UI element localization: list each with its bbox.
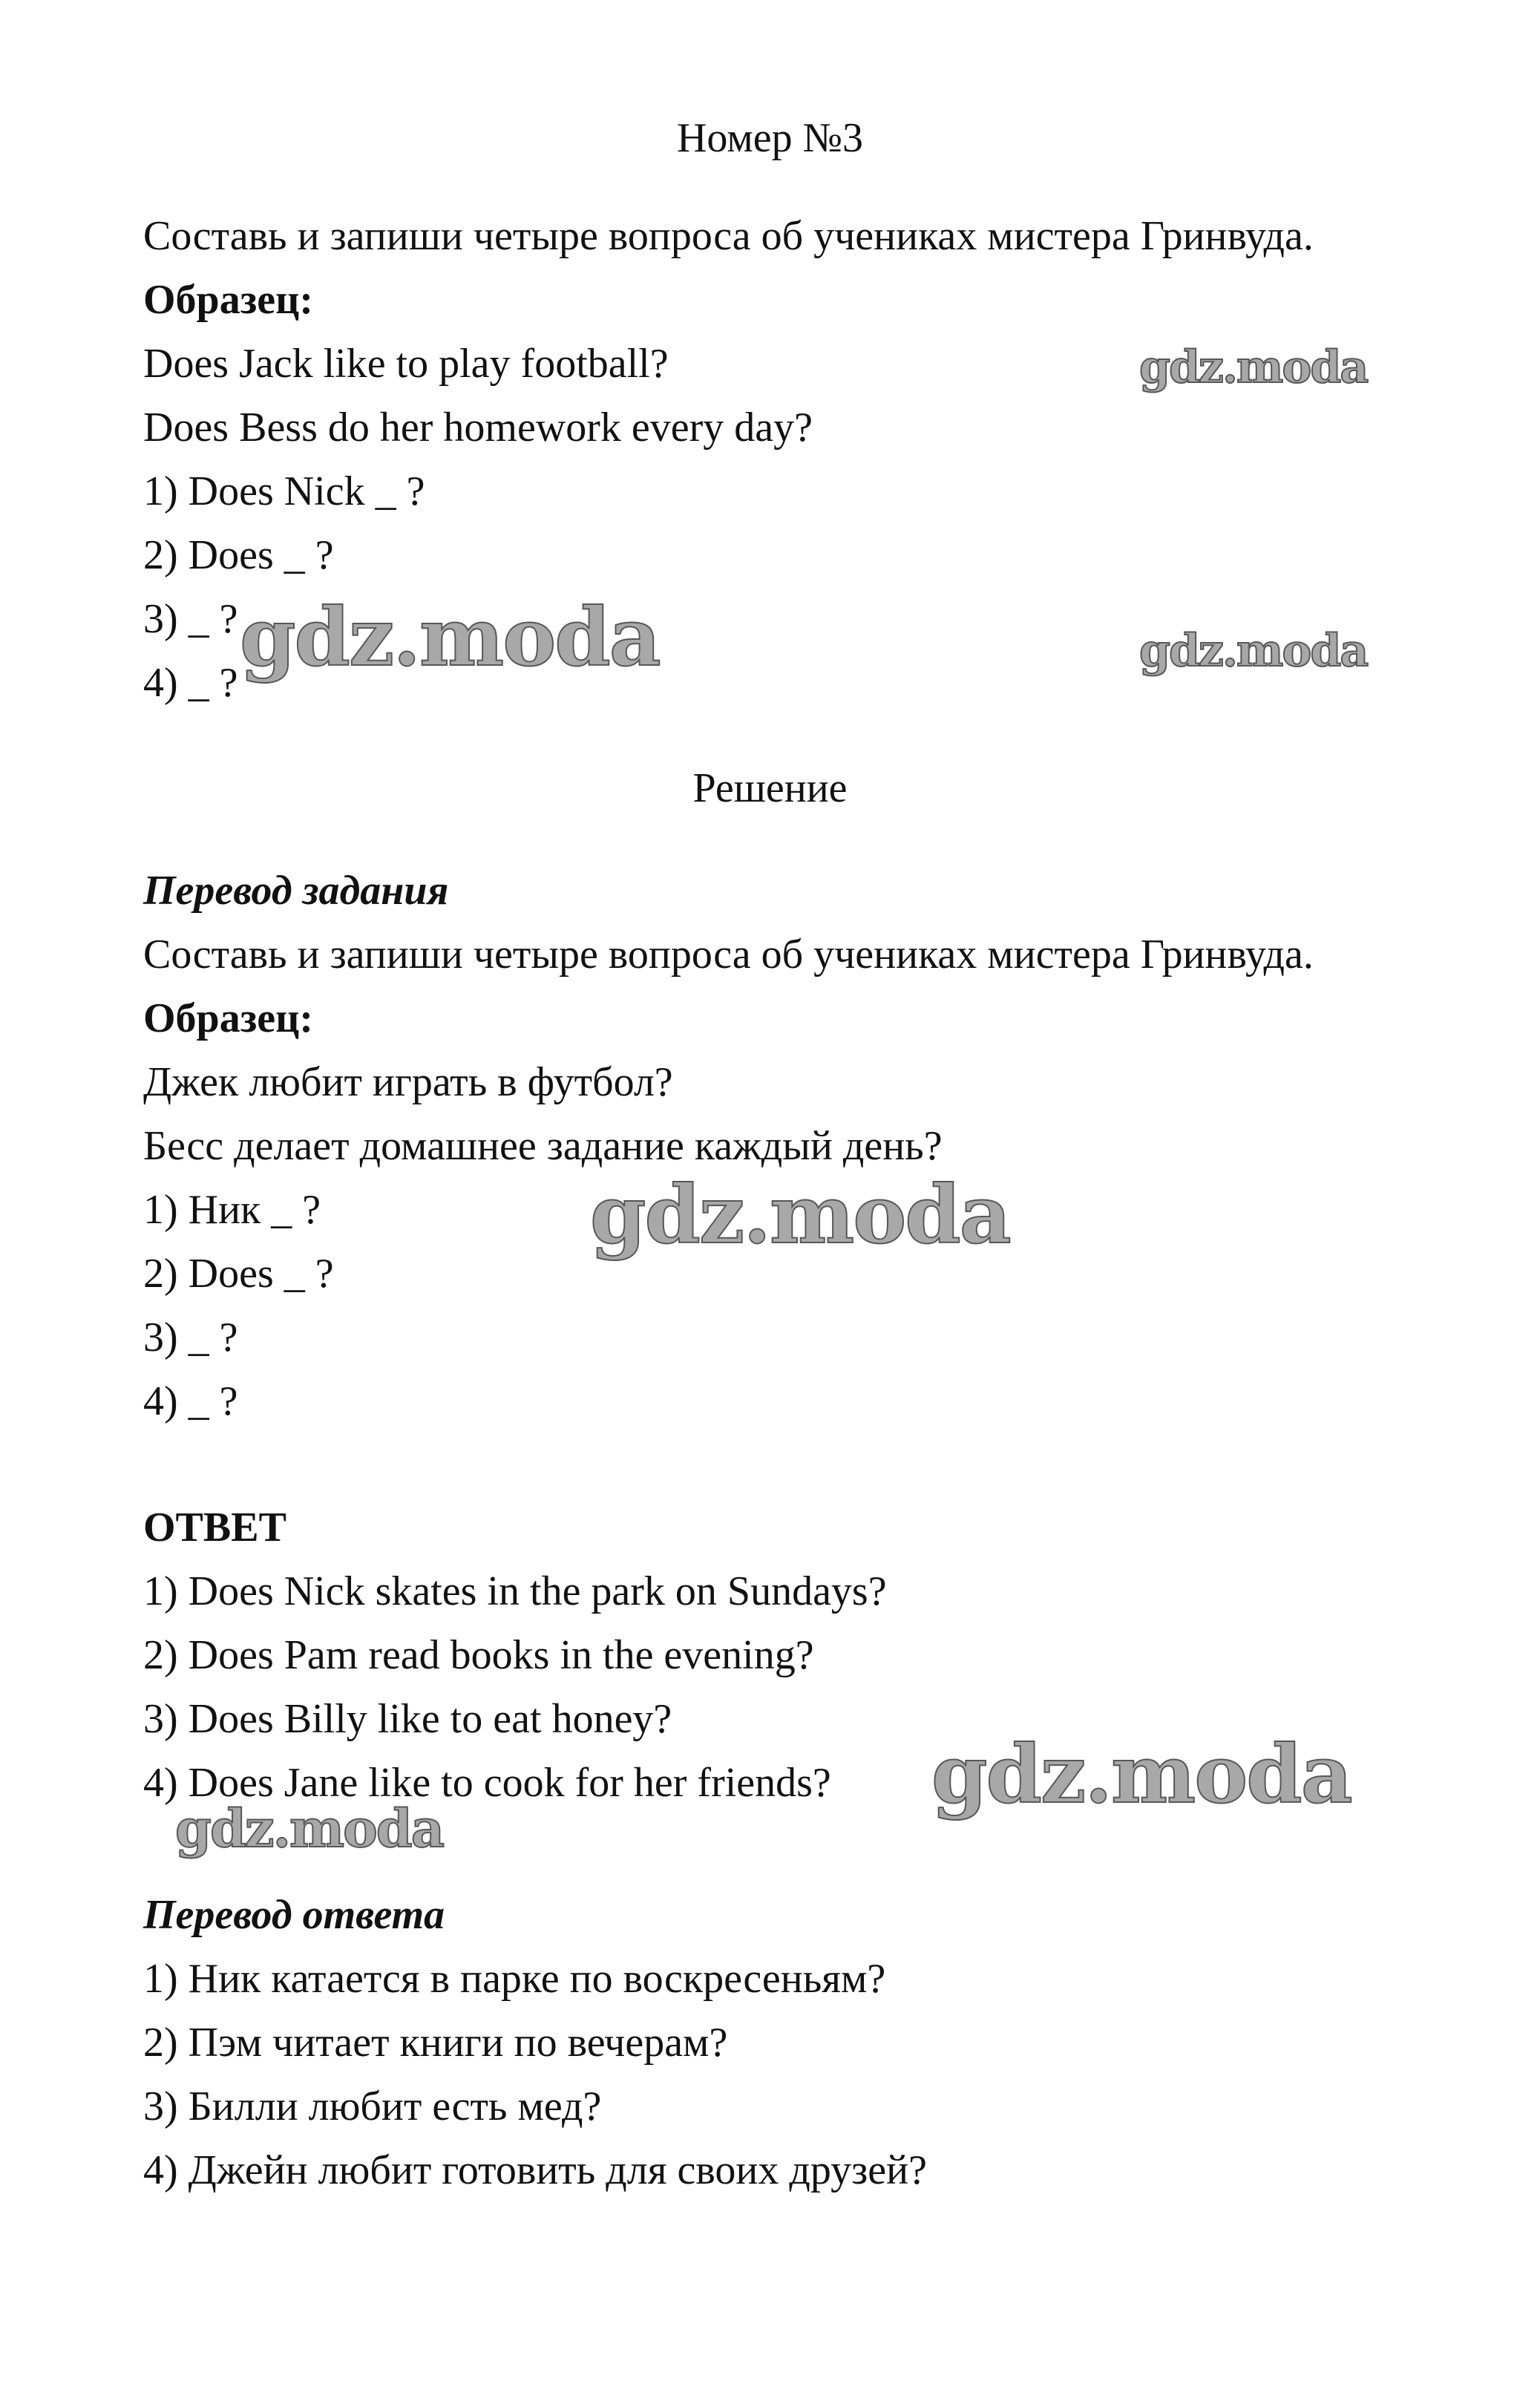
answer-translation-heading: Перевод ответа xyxy=(143,1892,445,1938)
answer-translation-item-4: 4) Джейн любит готовить для своих друзей? xyxy=(143,2147,927,2193)
answer-item-4: 4) Does Jane like to cook for her friends? xyxy=(143,1760,831,1806)
task-translation-item-1: 1) Ник _ ? xyxy=(143,1187,321,1233)
answer-translation-item-3: 3) Билли любит есть мед? xyxy=(143,2083,602,2129)
task-sample-label: Образец: xyxy=(143,277,313,323)
task-translation-instruction: Составь и запиши четыре вопроса об учениках мистера Гринвуда. xyxy=(143,931,1314,978)
task-translation-sample-label: Образец: xyxy=(143,995,313,1041)
task-translation-item-4: 4) _ ? xyxy=(143,1378,238,1424)
watermark: gdz.moda xyxy=(1139,341,1368,393)
answer-translation-item-1: 1) Ник катается в парке по воскресеньям? xyxy=(143,1956,886,2002)
task-translation-item-2: 2) Does _ ? xyxy=(143,1251,334,1297)
task-sample-2: Does Bess do her homework every day? xyxy=(143,405,813,451)
watermark: gdz.moda xyxy=(175,1798,444,1859)
task-item-1: 1) Does Nick _ ? xyxy=(143,468,425,514)
task-item-4: 4) _ ? xyxy=(143,660,238,706)
task-sample-1: Does Jack like to play football? xyxy=(143,341,669,387)
task-translation-sample-1: Джек любит играть в футбол? xyxy=(143,1059,673,1105)
watermark: gdz.moda xyxy=(931,1728,1351,1821)
watermark: gdz.moda xyxy=(240,591,660,684)
watermark: gdz.moda xyxy=(590,1168,1010,1262)
answer-heading: ОТВЕТ xyxy=(143,1504,286,1551)
answer-item-3: 3) Does Billy like to eat honey? xyxy=(143,1696,672,1742)
task-translation-heading: Перевод задания xyxy=(143,868,449,914)
task-instruction: Составь и запиши четыре вопроса об учениках мистера Гринвуда. xyxy=(143,213,1314,259)
solution-title: Решение xyxy=(692,765,848,811)
answer-translation-item-2: 2) Пэм читает книги по вечерам? xyxy=(143,2020,728,2066)
page-title: Номер №3 xyxy=(676,115,864,161)
answer-item-1: 1) Does Nick skates in the park on Sundays? xyxy=(143,1568,887,1614)
watermark: gdz.moda xyxy=(1139,625,1368,677)
task-item-2: 2) Does _ ? xyxy=(143,532,334,578)
answer-item-2: 2) Does Pam read books in the evening? xyxy=(143,1632,814,1678)
task-translation-item-3: 3) _ ? xyxy=(143,1314,238,1361)
task-item-3: 3) _ ? xyxy=(143,596,238,642)
task-translation-sample-2: Бесс делает домашнее задание каждый день? xyxy=(143,1123,943,1169)
